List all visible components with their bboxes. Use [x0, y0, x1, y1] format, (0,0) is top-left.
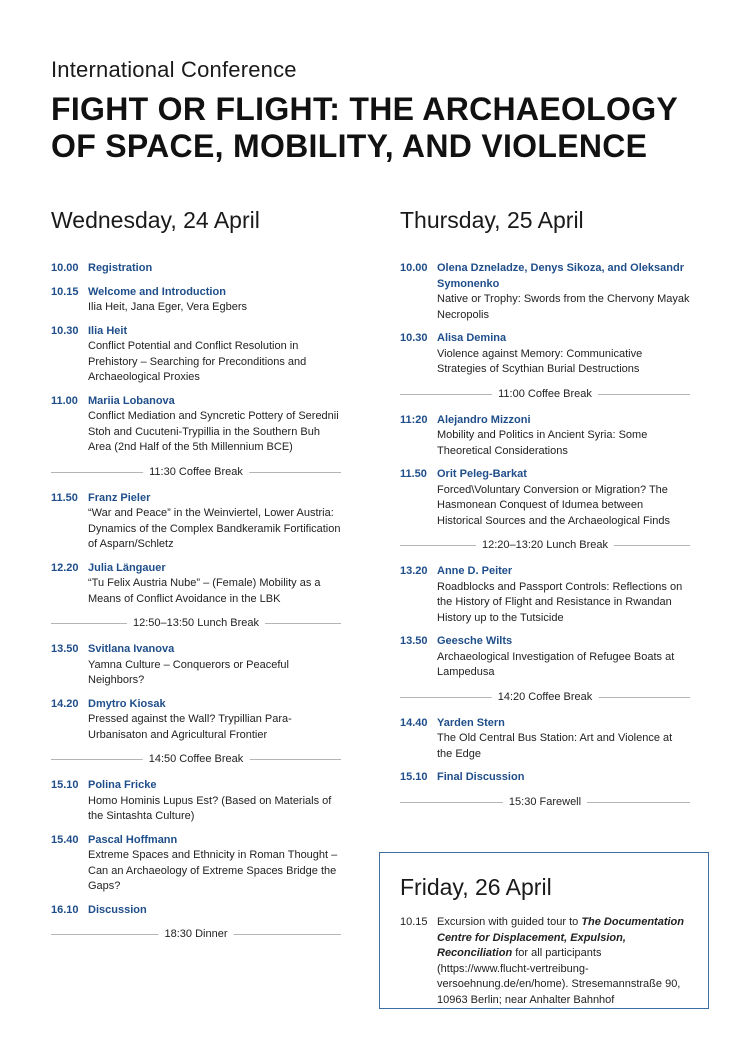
- friday-venue: The Documentation Centre for Displacement, Expulsion, Reconciliation: [437, 916, 684, 959]
- item-body: [88, 903, 341, 919]
- break-label: 12:20–13:20 Lunch Break: [476, 537, 614, 553]
- schedule-item: [51, 697, 341, 744]
- schedule-break: [51, 464, 341, 480]
- item-speaker: Geesche Wilts: [437, 635, 513, 647]
- item-talk-title: Archaeological Investigation of Refugee Boats at Lampedusa: [437, 650, 675, 678]
- schedule-break: [51, 926, 341, 942]
- wednesday-heading: Wednesday, 24 April: [51, 207, 260, 233]
- thursday-column: [400, 207, 690, 821]
- item-talk-title: Conflict Mediation and Syncretic Pottery of Serednii Stoh and Cucuteni-Trypillia in the Southern Buh Area (2nd Half of the 5th Millennium BCE): [88, 410, 339, 453]
- item-talk-title: Native or Trophy: Swords from the Chervony Mayak Necropolis: [437, 293, 690, 321]
- item-talk-title: Ilia Heit, Jana Eger, Vera Egbers: [88, 301, 247, 313]
- item-time: 10.30: [400, 332, 428, 344]
- schedule-item: [51, 491, 341, 553]
- item-speaker: Polina Fricke: [88, 779, 157, 791]
- item-body: [88, 778, 341, 825]
- item-talk-title: “War and Peace” in the Weinviertel, Lower Austria: Dynamics of the Complex Bandkeramik Fortification of Asparn/Schletz: [88, 507, 341, 550]
- schedule-item: [51, 561, 341, 608]
- item-speaker: Orit Peleg-Barkat: [437, 468, 527, 480]
- item-time: 12.20: [51, 561, 79, 574]
- item-time: 15.10: [51, 779, 79, 791]
- schedule-item: [400, 467, 690, 529]
- item-body: [88, 697, 341, 744]
- item-speaker: Mariia Lobanova: [88, 394, 175, 407]
- break-label: 12:50–13:50 Lunch Break: [127, 615, 265, 631]
- item-time: 15.40: [51, 833, 79, 846]
- item-time: 11:20: [400, 413, 428, 426]
- schedule-break: [400, 386, 690, 402]
- item-time: 14.20: [51, 697, 79, 710]
- schedule-break: [400, 537, 690, 553]
- friday-text-before: Excursion with guided tour to: [437, 916, 582, 928]
- item-time: 13.50: [400, 635, 428, 647]
- schedule-item: [400, 564, 690, 626]
- item-body: [437, 564, 690, 626]
- item-body: [88, 491, 341, 553]
- item-speaker: Alejandro Mizzoni: [437, 413, 531, 426]
- item-speaker: Dmytro Kiosak: [88, 697, 166, 710]
- item-time: 15.10: [400, 771, 428, 783]
- friday-excursion: [400, 915, 688, 1008]
- friday-time: 10.15: [400, 916, 428, 928]
- break-label: 11:00 Coffee Break: [492, 386, 598, 402]
- schedule-item: [51, 394, 341, 456]
- thursday-schedule: [400, 261, 690, 810]
- item-body: [88, 561, 341, 608]
- item-speaker: Svitlana Ivanova: [88, 643, 175, 655]
- schedule-item: [400, 634, 690, 681]
- break-label: 18:30 Dinner: [159, 926, 234, 942]
- item-time: 10.00: [51, 262, 79, 274]
- item-talk-title: Forced\Voluntary Conversion or Migration? The Hasmonean Conquest of Idumea between Historical Sources and the Archaeological Finds: [437, 483, 670, 527]
- schedule-item: [400, 770, 690, 786]
- item-speaker: Registration: [88, 262, 153, 274]
- item-talk-title: Extreme Spaces and Ethnicity in Roman Thought – Can an Archaeology of Extreme Spaces Bridge the Gaps?: [88, 849, 338, 892]
- item-body: [437, 770, 690, 786]
- item-body: [437, 467, 690, 529]
- item-body: [437, 261, 690, 323]
- item-talk-title: Homo Hominis Lupus Est? (Based on Materials of the Sintashta Culture): [88, 794, 332, 822]
- schedule-item: [51, 285, 341, 316]
- item-body: [88, 324, 341, 386]
- item-time: 13.20: [400, 565, 428, 577]
- friday-box: [379, 852, 709, 1009]
- break-label: 15:30 Farewell: [503, 794, 587, 810]
- item-talk-title: Conflict Potential and Conflict Resolution in Prehistory – Searching for Preconditions and Archaeological Proxies: [88, 340, 307, 383]
- item-talk-title: Pressed against the Wall? Trypillian Para-Urbanisaton and Agricultural Frontier: [88, 713, 292, 741]
- item-body: [437, 634, 690, 681]
- schedule-item: [51, 324, 341, 386]
- item-talk-title: Mobility and Politics in Ancient Syria: Some Theoretical Considerations: [437, 429, 648, 457]
- item-body: [437, 413, 690, 460]
- item-body: [88, 285, 341, 316]
- item-body: [88, 833, 341, 895]
- item-speaker: Julia Längauer: [88, 561, 166, 574]
- item-time: 10.00: [400, 262, 428, 274]
- schedule-break: [400, 794, 690, 810]
- friday-excursion-text: [437, 915, 688, 1008]
- break-label: 14:20 Coffee Break: [492, 689, 599, 705]
- break-label: 14:50 Coffee Break: [143, 751, 250, 767]
- item-body: [88, 642, 341, 689]
- friday-text-after: for all participants (https://www.flucht-vertreibung-versoehnung.de/en/home). Stresemannstraße 90, 10963 Berlin; near Anhalter Bahnhof: [437, 947, 681, 1006]
- schedule-item: [51, 833, 341, 895]
- thursday-heading: Thursday, 25 April: [400, 207, 584, 233]
- item-speaker: Anne D. Peiter: [437, 565, 513, 577]
- schedule-item: [400, 331, 690, 378]
- item-speaker: Welcome and Introduction: [88, 285, 226, 298]
- schedule-item: [51, 778, 341, 825]
- schedule-break: [51, 615, 341, 631]
- item-speaker: Discussion: [88, 903, 147, 916]
- schedule-item: [400, 261, 690, 323]
- item-body: [437, 331, 690, 378]
- item-speaker: Final Discussion: [437, 771, 525, 783]
- item-time: 11.50: [400, 468, 427, 480]
- item-speaker: Alisa Demina: [437, 332, 507, 344]
- conference-title: FIGHT OR FLIGHT: THE ARCHAEOLOGY OF SPACE, MOBILITY, AND VIOLENCE: [51, 91, 678, 164]
- friday-heading: Friday, 26 April: [400, 874, 552, 900]
- item-body: [88, 394, 341, 456]
- wednesday-schedule: [51, 261, 341, 942]
- item-time: 11.00: [51, 394, 78, 407]
- item-talk-title: Roadblocks and Passport Controls: Reflections on the History of Flight and Resistance in Rwandan History up to the Tutsicide: [437, 580, 683, 624]
- item-talk-title: Yamna Culture – Conquerors or Peaceful Neighbors?: [88, 658, 289, 686]
- item-body: [88, 261, 341, 277]
- item-time: 13.50: [51, 643, 79, 655]
- schedule-item: [400, 413, 690, 460]
- item-time: 14.40: [400, 716, 428, 729]
- schedule-item: [51, 903, 341, 919]
- item-time: 10.30: [51, 324, 79, 337]
- item-talk-title: “Tu Felix Austria Nube” – (Female) Mobility as a Means of Conflict Avoidance in the LBK: [88, 577, 321, 605]
- schedule-break: [400, 689, 690, 705]
- item-time: 11.50: [51, 491, 78, 504]
- schedule-item: [51, 261, 341, 277]
- conference-subtitle: International Conference: [51, 57, 297, 82]
- item-speaker: Yarden Stern: [437, 716, 505, 729]
- item-talk-title: The Old Central Bus Station: Art and Violence at the Edge: [437, 732, 673, 760]
- item-speaker: Franz Pieler: [88, 491, 151, 504]
- break-label: 11:30 Coffee Break: [143, 464, 249, 480]
- item-time: 10.15: [51, 285, 79, 298]
- item-speaker: Ilia Heit: [88, 324, 128, 337]
- item-time: 16.10: [51, 903, 79, 916]
- item-speaker: Olena Dzneladze, Denys Sikoza, and Oleksandr Symonenko: [437, 262, 684, 290]
- schedule-item: [51, 642, 341, 689]
- schedule-item: [400, 716, 690, 763]
- schedule-break: [51, 751, 341, 767]
- item-talk-title: Violence against Memory: Communicative Strategies of Scythian Burial Destructions: [437, 347, 643, 375]
- wednesday-column: [51, 207, 341, 953]
- item-body: [437, 716, 690, 763]
- item-speaker: Pascal Hoffmann: [88, 833, 178, 846]
